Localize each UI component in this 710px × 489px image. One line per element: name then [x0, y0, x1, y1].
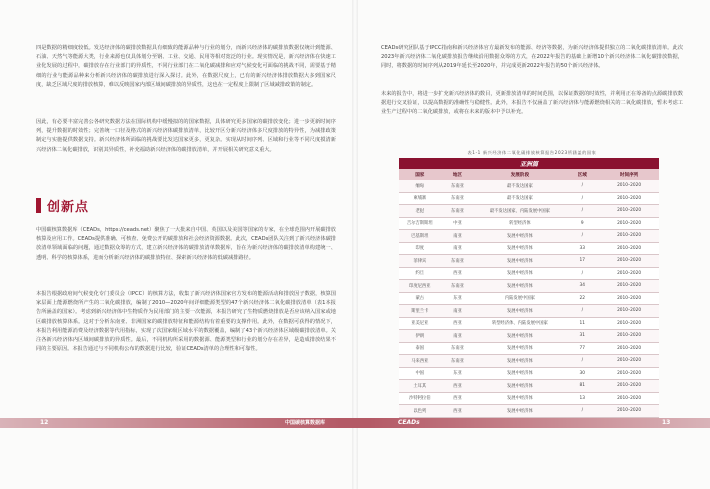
table-cell: 2010–2020: [599, 330, 659, 343]
table-cell: 西亚: [441, 380, 475, 393]
table-cell: 最不发达国家: [474, 192, 565, 205]
table-cell: 发展中经济体: [474, 355, 565, 368]
table-cell: /: [565, 205, 599, 218]
table-cell: 2010–2020: [599, 392, 659, 405]
table-cell: /: [565, 267, 599, 280]
table-row: [399, 305, 659, 318]
table-cell: 柬埔寨: [399, 192, 441, 205]
footer-logo: CEADs: [398, 419, 420, 426]
table-cell: 2010–2020: [599, 305, 659, 318]
table-cell: 中国: [399, 367, 441, 380]
table-cell: 13: [565, 392, 599, 405]
table-cell: 伊朗: [399, 330, 441, 343]
table-header-cell: 发展阶段: [474, 169, 565, 180]
table-cell: 发展中经济体: [474, 342, 565, 355]
table-row: [399, 342, 659, 355]
table-cell: 西亚: [441, 317, 475, 330]
table-cell: 发展中经济体: [474, 242, 565, 255]
table-cell: 发展中经济体: [474, 230, 565, 243]
table-cell: 发展中经济体: [474, 280, 565, 293]
table-row: [399, 217, 659, 230]
table-cell: 发展中经济体: [474, 267, 565, 280]
table-row: [399, 330, 659, 343]
table-cell: 马来西亚: [399, 355, 441, 368]
table-cell: 吉尔吉斯斯坦: [399, 217, 441, 230]
table-cell: /: [565, 192, 599, 205]
table-header-cell: 区域: [565, 169, 599, 180]
table-header-cell: 地区: [441, 169, 475, 180]
table-cell: 泰国: [399, 342, 441, 355]
table-row: [399, 380, 659, 393]
table-row: [399, 192, 659, 205]
right-paragraph-1: CEADs研究团队基于IPCC指南和新兴经济体官方最新发布的能源、经济等数据，为新兴经济体提供独立的二氧化碳排放清单。此次2023年新兴经济体二氧化碳排放报告继续沿用数据众筹的方式，在2022年报告的基础上新增10个新兴经济体二氧化碳排放数据，同时，将数据的时间序列从2019年延长至2020年，并完成更新2022年报告的50个新兴经济体。: [381, 45, 683, 70]
table-cell: 2010–2020: [599, 367, 659, 380]
table-cell: 斯里兰卡: [399, 305, 441, 318]
table-row: [399, 230, 659, 243]
table-cell: 11: [565, 317, 599, 330]
table-cell: 2010–2020: [599, 230, 659, 243]
table-cell: 东南亚: [441, 255, 475, 268]
table-cell: 东南亚: [441, 180, 475, 192]
table-cell: 东南亚: [441, 205, 475, 218]
table-row: [399, 280, 659, 293]
table-cell: 东南亚: [441, 355, 475, 368]
left-paragraph-3: 中国碳核算数据库（CEADs，https://ceads.net）聚焦了一大批来自中国、英国以及美国等国家的专家，在全球范围内开展碳排放核算及应用工作。CEADs提供准确、可核查、免费公开的碳排放和社会经济资源数据。此次，CEADs团队关注到了新兴经济体碳排放清单领域面临的问题，通过数据众筹的方式，建立新兴经济体的碳排放清单数据库，旨在为新兴经济体的碳排放清单构建统一、透明、科学的核算体系，进而分析新兴经济体的碳排放特征、探索新兴经济体的低碳减排路径。: [36, 227, 336, 261]
table-row: [399, 180, 659, 192]
table-cell: 34: [565, 280, 599, 293]
table-cell: 22: [565, 292, 599, 305]
table-header-row: [399, 169, 659, 180]
table-cell: 2010–2020: [599, 217, 659, 230]
table-row: [399, 255, 659, 268]
table-row: [399, 292, 659, 305]
table-cell: 西亚: [441, 267, 475, 280]
right-paragraph-2: 未来的报告中，将进一步扩充新兴经济体的数目，更新排放清单的时间范围，以保证数据的时效性，并利用正在筹备的点源碳排放数据进行交叉验证，以提高数据的准确性与稳健性。此外，本报告不仅涵盖了新兴经济体与能源燃烧相关的二氧化碳排放，暂未考虑工业生产过程中的二氧化碳排放，或将在未来的版本中予以补充。: [381, 91, 683, 116]
table-cell: 9: [565, 217, 599, 230]
table-cell: 发展中经济体: [474, 380, 565, 393]
table-cell: 缅甸: [399, 180, 441, 192]
table-cell: 2010–2020: [599, 355, 659, 368]
table-cell: 2010–2020: [599, 380, 659, 393]
table-cell: 东亚: [441, 292, 475, 305]
table-cell: 西亚: [441, 392, 475, 405]
table-cell: 菲律宾: [399, 255, 441, 268]
table-cell: 南亚: [441, 305, 475, 318]
table-cell: 2010–2020: [599, 205, 659, 218]
table-caption: 表1-1 新兴经济体二氧化碳排放核算报告2023所涵盖的国家: [467, 150, 597, 155]
table-cell: 2010–2020: [599, 180, 659, 192]
right-page: [355, 0, 710, 489]
table-cell: 2010–2020: [599, 317, 659, 330]
table-cell: 发展中经济体: [474, 392, 565, 405]
table-row: [399, 267, 659, 280]
table-cell: 东亚: [441, 367, 475, 380]
table-cell: 2010–2020: [599, 267, 659, 280]
left-paragraph-2: 因此，有必要丰富完善公各研究数据方法在国际机构中缓慢拟的的国家数据，具体研究更多国家的碳排放变化；进一步更新时间序列，提升数据的时效性；完善统一口径及格式的新兴经济体碳排放清单，比较开区分新兴经济体多尺度排放的特异性，为减排政策制定与实施提供数据支持。新兴经济体所面临的挑战要比发达国家更多，更复杂。实现从时间序列、区域和行业等不同尺度摸清新兴经济体二氧化碳排放，识别其异质性，补充福助新兴经济体的碳排放清单，并开展相关研究意义重大。: [36, 119, 336, 153]
table-cell: 2010–2020: [599, 280, 659, 293]
table-row: [399, 405, 659, 418]
table-cell: 沙特阿拉伯: [399, 392, 441, 405]
table-cell: 南亚: [441, 230, 475, 243]
table-cell: 81: [565, 380, 599, 393]
table-cell: 17: [565, 255, 599, 268]
table-cell: /: [565, 355, 599, 368]
table-body: [399, 180, 659, 417]
table-cell: 印度: [399, 242, 441, 255]
table-cell: /: [565, 305, 599, 318]
table-cell: 东南亚: [441, 192, 475, 205]
table-cell: 转型经济体: [474, 217, 565, 230]
table-cell: 33: [565, 242, 599, 255]
table-cell: 印度尼西亚: [399, 280, 441, 293]
table-cell: 发展中经济体: [474, 330, 565, 343]
table-cell: /: [565, 180, 599, 192]
countries-table: [399, 158, 659, 418]
table-cell: 2010–2020: [599, 342, 659, 355]
table-row: [399, 367, 659, 380]
table-cell: 巴基斯坦: [399, 230, 441, 243]
table-cell: 2010–2020: [599, 192, 659, 205]
table-cell: 最不发达国家: [474, 180, 565, 192]
table-cell: 中亚: [441, 217, 475, 230]
table-cell: /: [565, 230, 599, 243]
table-cell: 发展中经济体: [474, 367, 565, 380]
table-cell: 2010–2020: [599, 292, 659, 305]
table-row: [399, 205, 659, 218]
table-cell: 以色列: [399, 405, 441, 418]
table-row: [399, 392, 659, 405]
table-cell: 发展中经济体: [474, 255, 565, 268]
table-cell: 土耳其: [399, 380, 441, 393]
table-cell: 31: [565, 330, 599, 343]
section-heading: [36, 196, 89, 214]
left-paragraph-4: 本报告根据政府间气候变化专门委员会（IPCC）的核算方法，收集了新兴经济体国家官方发布的能源活动和排放因子数据，核算国家层面上能源燃烧所产生的二氧化碳排放，编制了2010—2020年间详细能源类型的47个新兴经济体二氧化碳排放清单（表1本报告所涵盖的国家）。考虑到新兴经济体中生物质作为民用部门的主要一次能源，本报告研究了生物质燃烧排放是否应该纳入国家或地区碳排放核算体系。这对于分析东南亚、非洲国家的碳排放特征和能源结构有着重要的支撑作用。此外，在数据可获得的情况下，本报告利用能源消费及经济数据等代用指标，实现了次国家级区域水平的数据覆盖，编制了43个新兴经济体区域级碳排放清单。关注各新兴经济体内区域间碳排放的异质性。最后，不同机构所采用的数据源、能源类型和行业的划分存在差异，是造成排放结果不同的主要原因。本报告通过与不同机构公布的数据进行比较，验证CEADs清单的合理性和可靠性。: [36, 291, 336, 353]
page-number-right: 13: [662, 419, 671, 426]
table-row: [399, 242, 659, 255]
table-row: [399, 317, 659, 330]
table-cell: 南亚: [441, 330, 475, 343]
table-cell: 东南亚: [441, 342, 475, 355]
table-cell: 约旦: [399, 267, 441, 280]
table-cell: 77: [565, 342, 599, 355]
table-cell: 亚美尼亚: [399, 317, 441, 330]
table-cell: 南亚: [441, 242, 475, 255]
table-cell: 转型经济体、内陆发展中国家: [474, 317, 565, 330]
table-row: [399, 355, 659, 368]
table-cell: 2010–2020: [599, 405, 659, 418]
page-number-left: 12: [40, 419, 49, 426]
table-region-row: [399, 158, 659, 169]
table-cell: 2010–2020: [599, 242, 659, 255]
table-cell: 30: [565, 367, 599, 380]
table-cell: /: [565, 405, 599, 418]
table-cell: 东南亚: [441, 280, 475, 293]
table-cell: 2010–2020: [599, 255, 659, 268]
section-bar-icon: [36, 198, 41, 213]
table-cell: 发展中经济体: [474, 305, 565, 318]
table-region-title: 亚洲篇: [399, 158, 659, 169]
table-cell: 发展中经济体: [474, 405, 565, 418]
table-cell: 内陆发展中国家: [474, 292, 565, 305]
footer-bar: [0, 418, 710, 428]
footer-title: 中国碳核算数据库: [285, 420, 326, 426]
table-cell: 西亚: [441, 405, 475, 418]
table-cell: 最不发达国家、内陆发展中国家: [474, 205, 565, 218]
table-header-cell: 国家: [399, 169, 441, 180]
section-title: 创新点: [47, 199, 90, 215]
table-cell: 蒙古: [399, 292, 441, 305]
table-header-cell: 时间序列: [599, 169, 659, 180]
table-cell: 老挝: [399, 205, 441, 218]
left-paragraph-1: 四是数据的精细度较低。发达经济体的碳排放数据具有细致的能源品种与行业的划分，而新兴经济体的碳排放数据仅统计到能源、石油、天然气等能源大类，行业来源也仅具体划分至钢、工业、交通、民用等相对宽泛的行业。现实情况是，新兴经济体在快速工业化发展的过程中，碳排放存在行业部门的异质性，不同行业部门在二氧化碳减排和应对气候变化可面临的挑战不同，需要基于精细的行业与能源品种来分析新兴经济体的碳排放进行深入探讨。此外，在数据尺度上，已有的新兴经济体排放数据大多到国家尺度，缺乏区域尺度的排放核算，难以反映国家内部区域间碳排放的异质性，这也在一定程度上限制了区域减排政策的制定。: [36, 45, 336, 88]
